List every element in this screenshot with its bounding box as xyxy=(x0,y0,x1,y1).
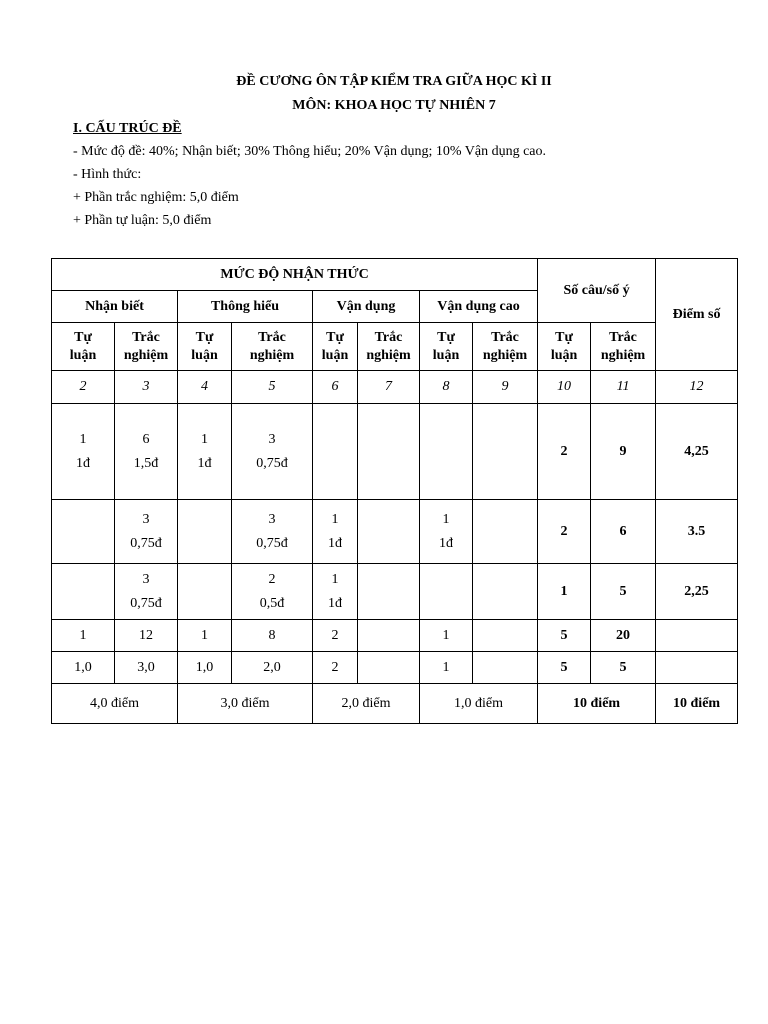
header-row xyxy=(52,259,738,291)
subheader-essay-line: Tự xyxy=(74,329,92,345)
subheader-mc-line: Trắc xyxy=(609,329,637,345)
subheader-essay xyxy=(538,323,591,371)
totals-score-cell: 2,0 xyxy=(232,652,313,684)
totals-score-cell: 3,0 xyxy=(115,652,178,684)
section-heading: I. CẤU TRÚC ĐỀ xyxy=(73,121,182,136)
totals-count-cell: 1 xyxy=(52,620,115,652)
table-cell xyxy=(358,500,420,564)
cell-value: 1 xyxy=(79,431,87,447)
subheader-essay-line: luận xyxy=(550,347,578,363)
table-cell xyxy=(178,564,232,620)
cell-value: 1đ xyxy=(328,535,342,551)
header-question-count: Số câu/số ý xyxy=(538,259,656,323)
cell-value: 1 xyxy=(442,511,450,527)
totals-count-cell: 20 xyxy=(591,620,656,652)
table-cell xyxy=(313,564,358,620)
subheader-mc-line: nghiệm xyxy=(600,347,646,363)
column-number: 8 xyxy=(420,371,473,404)
cell-value: 1 xyxy=(201,431,208,447)
column-number: 3 xyxy=(115,371,178,404)
subheader-mc-line: nghiệm xyxy=(123,347,169,363)
row-count-essay: 2 xyxy=(538,404,591,500)
cell-value: 1,5đ xyxy=(133,455,159,471)
subheader-essay-line: luận xyxy=(432,347,460,363)
subheader-multiple-choice xyxy=(232,323,313,371)
table-cell xyxy=(358,564,420,620)
cell-value: 3 xyxy=(142,511,150,527)
totals-count-cell: 1 xyxy=(420,620,473,652)
totals-count-cell xyxy=(656,620,738,652)
totals-score-cell: 1,0 xyxy=(52,652,115,684)
table-row xyxy=(52,404,738,500)
subheader-mc-line: Trắc xyxy=(132,329,160,345)
final-total-count: 10 điểm xyxy=(538,684,656,724)
table-cell xyxy=(178,500,232,564)
totals-count-row xyxy=(52,620,738,652)
subheader-essay-line: luận xyxy=(191,347,218,363)
cell-value: 0,5đ xyxy=(259,595,285,611)
table-cell xyxy=(52,404,115,500)
cell-value: 0,75đ xyxy=(130,595,162,611)
subheader-essay xyxy=(420,323,473,371)
table-cell xyxy=(232,404,313,500)
table-cell xyxy=(358,404,420,500)
level-apply-high: Vận dụng cao xyxy=(420,291,538,323)
cell-value: 1đ xyxy=(76,455,90,471)
totals-count-cell xyxy=(473,620,538,652)
subheader-mc-line: nghiệm xyxy=(366,347,411,363)
document-title: ĐỀ CƯƠNG ÔN TẬP KIỂM TRA GIỮA HỌC KÌ II xyxy=(236,74,552,89)
column-number: 11 xyxy=(591,371,656,404)
subheader-essay-line: luận xyxy=(69,347,97,363)
table-cell xyxy=(473,500,538,564)
structure-line: + Phần trắc nghiệm: 5,0 điểm xyxy=(73,190,239,205)
subheader-multiple-choice xyxy=(591,323,656,371)
table-cell xyxy=(232,564,313,620)
cell-value: 3 xyxy=(268,431,276,447)
totals-count-cell xyxy=(358,620,420,652)
totals-score-cell xyxy=(473,652,538,684)
level-recognize: Nhận biết xyxy=(52,291,178,323)
table-cell xyxy=(420,500,473,564)
totals-count-cell: 2 xyxy=(313,620,358,652)
column-number: 6 xyxy=(313,371,358,404)
final-total-score: 10 điểm xyxy=(656,684,738,724)
row-score: 4,25 xyxy=(656,404,738,500)
cell-value: 0,75đ xyxy=(256,535,288,551)
column-number: 4 xyxy=(178,371,232,404)
subheader-mc-line: Trắc xyxy=(258,329,286,345)
cell-value: 0,75đ xyxy=(256,455,288,471)
structure-line: - Hình thức: xyxy=(73,167,142,182)
column-number: 12 xyxy=(656,371,738,404)
totals-score-cell: 5 xyxy=(591,652,656,684)
column-number: 7 xyxy=(358,371,420,404)
row-score: 3.5 xyxy=(656,500,738,564)
table-row xyxy=(52,564,738,620)
cell-value: 1đ xyxy=(439,535,453,551)
totals-score-cell xyxy=(358,652,420,684)
subheader-mc-line: Trắc xyxy=(374,329,403,345)
cell-value: 6 xyxy=(142,431,150,447)
subheader-essay-line: Tự xyxy=(437,329,455,345)
final-score-row xyxy=(52,684,738,724)
header-cognitive-level: MỨC ĐỘ NHẬN THỨC xyxy=(52,259,538,291)
structure-line: + Phần tự luận: 5,0 điểm xyxy=(73,213,212,228)
row-count-mc: 6 xyxy=(591,500,656,564)
table-cell xyxy=(420,404,473,500)
subheader-multiple-choice xyxy=(473,323,538,371)
document-subtitle: MÔN: KHOA HỌC TỰ NHIÊN 7 xyxy=(292,98,496,113)
subheader-essay-line: Tự xyxy=(326,329,344,345)
subheader-essay xyxy=(52,323,115,371)
column-number: 5 xyxy=(232,371,313,404)
cell-value: 1đ xyxy=(328,595,342,611)
table-cell xyxy=(115,404,178,500)
row-count-mc: 5 xyxy=(591,564,656,620)
row-count-essay: 1 xyxy=(538,564,591,620)
cell-value: 1 xyxy=(331,571,339,587)
structure-line: - Mức độ đề: 40%; Nhận biết; 30% Thông hiểu; 20% Vận dụng; 10% Vận dụng cao. xyxy=(73,144,547,159)
subheader-essay xyxy=(313,323,358,371)
column-number-row xyxy=(52,371,738,404)
subheader-essay-line: Tự xyxy=(195,329,214,345)
table-cell xyxy=(52,564,115,620)
table-cell xyxy=(232,500,313,564)
subheader-mc-line: nghiệm xyxy=(249,347,295,363)
level-understand: Thông hiểu xyxy=(178,291,313,323)
totals-score-cell: 1,0 xyxy=(178,652,232,684)
cell-value: 0,75đ xyxy=(130,535,162,551)
cell-value: 3 xyxy=(142,571,150,587)
row-count-mc: 9 xyxy=(591,404,656,500)
totals-count-cell: 8 xyxy=(232,620,313,652)
header-score: Điểm số xyxy=(656,259,738,371)
row-score: 2,25 xyxy=(656,564,738,620)
final-understand: 3,0 điểm xyxy=(178,684,313,724)
totals-score-cell: 5 xyxy=(538,652,591,684)
totals-score-cell: 2 xyxy=(313,652,358,684)
table-cell xyxy=(473,564,538,620)
table-cell xyxy=(473,404,538,500)
level-apply: Vận dụng xyxy=(313,291,420,323)
table-cell xyxy=(115,500,178,564)
totals-count-cell: 1 xyxy=(178,620,232,652)
subheader-essay-line: Tự xyxy=(555,329,573,345)
row-count-essay: 2 xyxy=(538,500,591,564)
column-number: 10 xyxy=(538,371,591,404)
totals-score-cell: 1 xyxy=(420,652,473,684)
subheader-row xyxy=(52,323,738,371)
totals-score-empty xyxy=(656,652,738,684)
table-cell xyxy=(115,564,178,620)
final-recognize: 4,0 điểm xyxy=(52,684,178,724)
subheader-mc-line: nghiệm xyxy=(482,347,528,363)
exam-matrix-table xyxy=(51,258,738,724)
table-cell xyxy=(313,500,358,564)
column-number: 9 xyxy=(473,371,538,404)
subheader-essay-line: luận xyxy=(321,347,349,363)
final-apply: 2,0 điểm xyxy=(313,684,420,724)
table-cell xyxy=(420,564,473,620)
subheader-essay xyxy=(178,323,232,371)
table-row xyxy=(52,500,738,564)
table-cell xyxy=(313,404,358,500)
table-cell xyxy=(52,500,115,564)
subheader-multiple-choice xyxy=(358,323,420,371)
totals-count-cell: 12 xyxy=(115,620,178,652)
totals-score-row xyxy=(52,652,738,684)
cell-value: 1 xyxy=(331,511,339,527)
final-apply-high: 1,0 điểm xyxy=(420,684,538,724)
table-cell xyxy=(178,404,232,500)
cell-value: 2 xyxy=(268,571,276,587)
cell-value: 3 xyxy=(268,511,276,527)
subheader-mc-line: Trắc xyxy=(491,329,519,345)
subheader-multiple-choice xyxy=(115,323,178,371)
cell-value: 1đ xyxy=(197,455,212,471)
column-number: 2 xyxy=(52,371,115,404)
totals-count-cell: 5 xyxy=(538,620,591,652)
